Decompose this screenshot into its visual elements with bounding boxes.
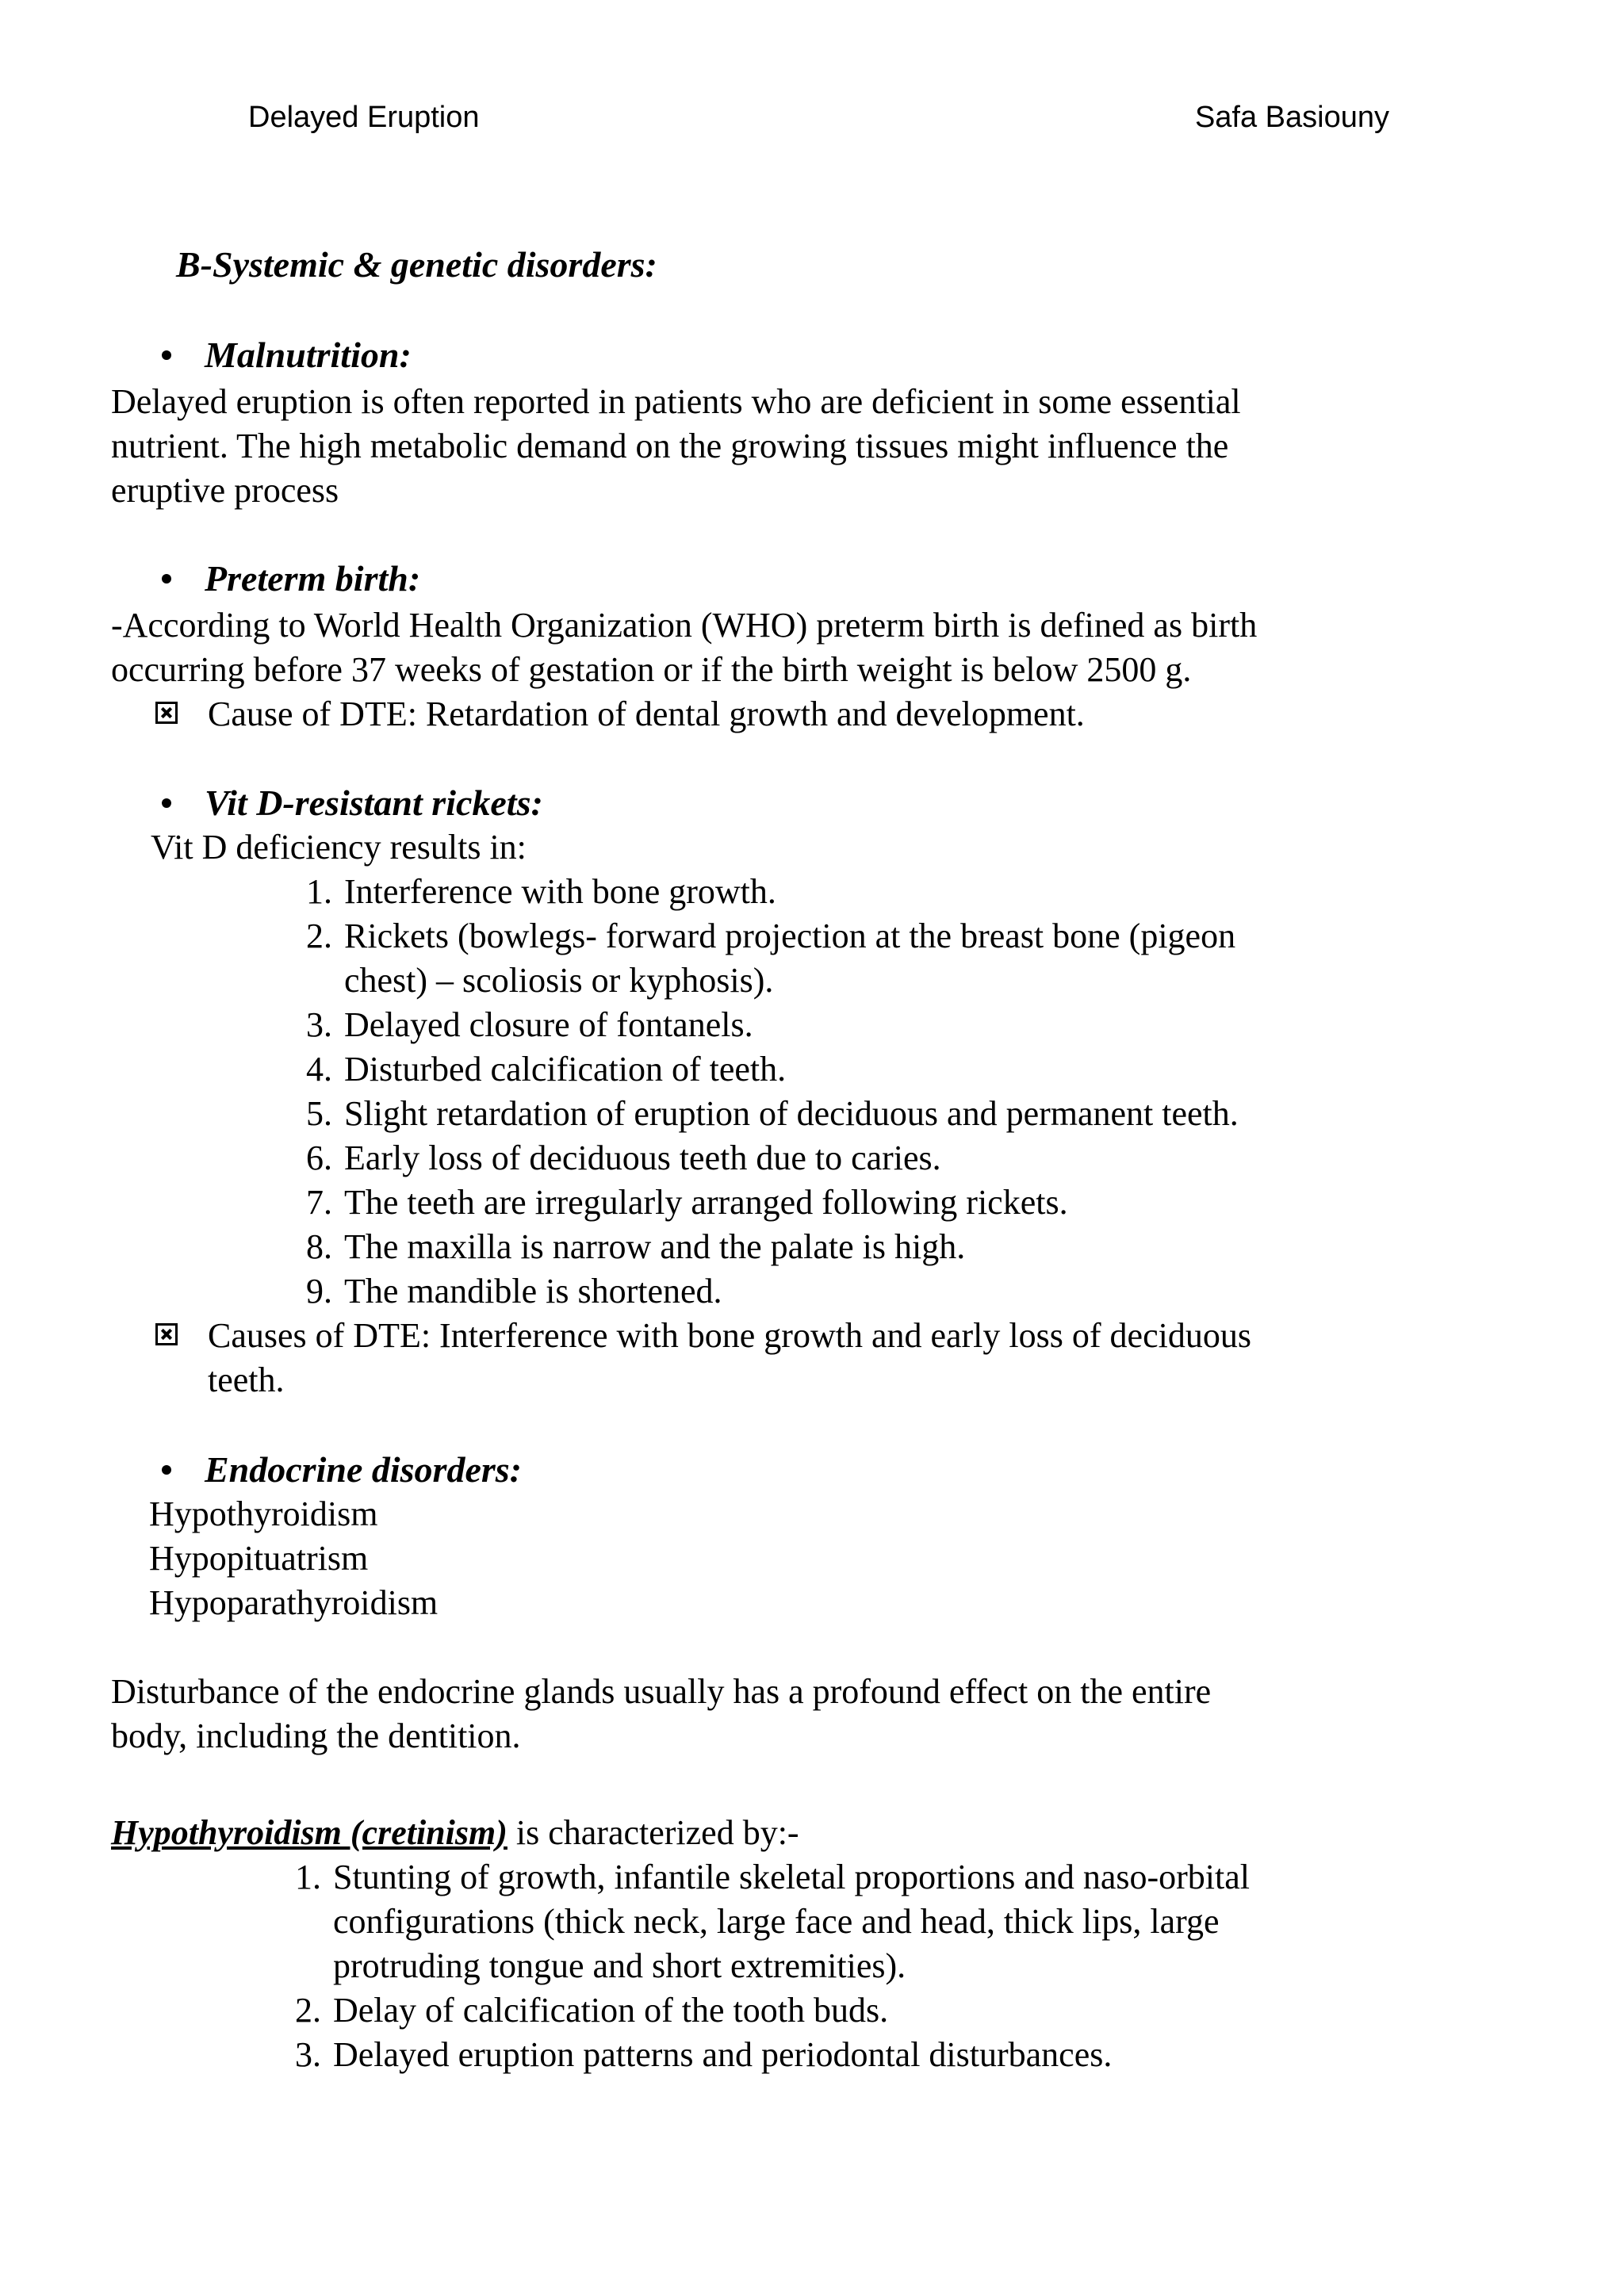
heading-text: Endocrine disorders: [205, 1449, 522, 1490]
bullet-icon [162, 798, 171, 808]
text-line: nutrient. The high metabolic demand on the growing tissues might influence the [111, 427, 1229, 465]
text-line: eruptive process [111, 471, 339, 510]
rickets-intro [151, 825, 1451, 870]
paragraph-disturbance [111, 1670, 1411, 1758]
list-item: 7. The teeth are irregularly arranged following rickets. [306, 1183, 1068, 1222]
checkbox-x-icon [155, 1323, 178, 1345]
text-line: occurring before 37 weeks of gestation or if the birth weight is below 2500 g. [111, 650, 1192, 689]
text-line: Disturbance of the endocrine glands usually has a profound effect on the entire [111, 1672, 1212, 1711]
list-item: 1. Interference with bone growth. [306, 872, 776, 911]
text-line: -According to World Health Organization (WHO) preterm birth is defined as birth [111, 606, 1258, 645]
bullet-icon [162, 1465, 171, 1475]
bullet-heading-rickets [162, 781, 543, 825]
text-line: teeth. [208, 1360, 285, 1399]
bullet-heading-malnutrition [162, 333, 412, 377]
hypothyroidism-term: Hypothyroidism (cretinism) [111, 1813, 508, 1852]
list-item: 5. Slight retardation of eruption of deciduous and permanent teeth. [306, 1094, 1239, 1133]
list-item: 3. Delayed closure of fontanels. [306, 1005, 753, 1044]
text-line: Cause of DTE: Retardation of dental growth and development. [208, 695, 1085, 733]
heading-text: Malnutrition: [205, 335, 412, 375]
checkbox-x-icon [155, 702, 178, 724]
list-item: Hypoparathyroidism [149, 1583, 439, 1622]
list-item: 4. Disturbed calcification of teeth. [306, 1050, 787, 1089]
hypothyroidism-intro [111, 1811, 1411, 1855]
bullet-heading-endocrine [162, 1448, 522, 1492]
hypothyroidism-rest: is characterized by:- [507, 1813, 799, 1852]
bullet-heading-preterm [162, 557, 420, 601]
text-line: body, including the dentition. [111, 1716, 521, 1755]
list-item: 1. Stunting of growth, infantile skeletal proportions and naso-orbital configurations (thick neck, large face and head, thick lips, large protruding tongue and short extremities). [295, 1858, 1251, 1985]
list-item: 2. Rickets (bowlegs- forward projection at the breast bone (pigeon chest) – scoliosis or kyphosis). [306, 916, 1236, 1000]
header-author: Safa Basiouny [1194, 101, 1389, 134]
section-title: B-Systemic & genetic disorders: [176, 244, 657, 285]
list-item: 9. The mandible is shortened. [306, 1272, 722, 1311]
text-line: Vit D deficiency results in: [151, 828, 527, 867]
heading-text: Preterm birth: [205, 558, 421, 599]
header-title: Delayed Eruption [248, 101, 480, 134]
endocrine-list [149, 1492, 438, 1625]
list-item: 6. Early loss of deciduous teeth due to caries. [306, 1138, 941, 1177]
list-item: 3. Delayed eruption patterns and periodontal disturbances. [295, 2035, 1113, 2074]
heading-text: Vit D-resistant rickets: [205, 783, 543, 823]
list-item: 8. The maxilla is narrow and the palate is high. [306, 1227, 966, 1266]
text-line: Delayed eruption is often reported in patients who are deficient in some essential [111, 382, 1241, 421]
rickets-list [306, 870, 1239, 1314]
hypothyroidism-list [295, 1855, 1250, 2077]
paragraph-malnutrition [111, 380, 1411, 513]
bullet-icon [162, 574, 171, 584]
list-item: Hypothyroidism [149, 1494, 378, 1533]
list-item: Hypopituatrism [149, 1539, 369, 1578]
paragraph-preterm [111, 603, 1411, 692]
text-line: Causes of DTE: Interference with bone growth and early loss of deciduous [208, 1316, 1251, 1355]
bullet-icon [162, 350, 171, 360]
list-item: 2. Delay of calcification of the tooth buds. [295, 1991, 889, 2030]
